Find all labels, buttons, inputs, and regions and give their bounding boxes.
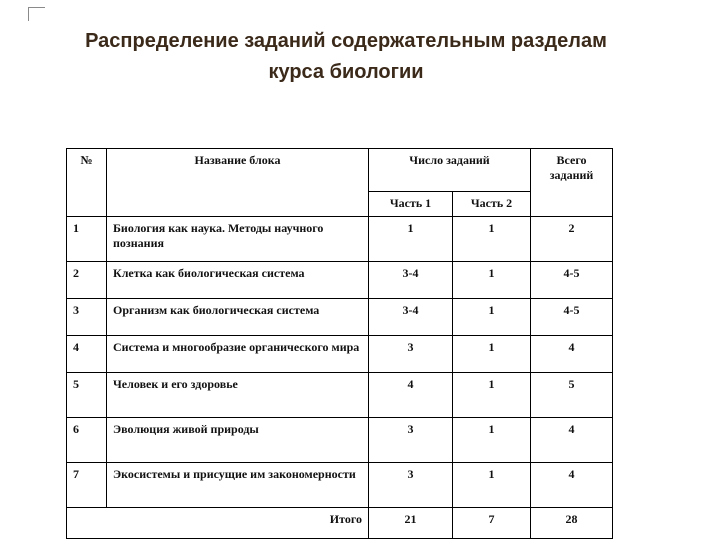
row-total: 4-5: [531, 262, 613, 299]
footer-total: 28: [531, 508, 613, 539]
footer-label: Итого: [67, 508, 369, 539]
row-num: 6: [67, 418, 107, 463]
footer-part2: 7: [453, 508, 531, 539]
row-part1: 4: [369, 373, 453, 418]
row-part1: 3: [369, 418, 453, 463]
row-part2: 1: [453, 262, 531, 299]
row-total: 4-5: [531, 299, 613, 336]
row-total: 4: [531, 418, 613, 463]
row-name: Человек и его здоровье: [107, 373, 369, 418]
table-row: [67, 373, 613, 418]
row-name: Эволюция живой природы: [107, 418, 369, 463]
row-name: Экосистемы и присущие им закономерности: [107, 463, 369, 508]
footer-part1: 21: [369, 508, 453, 539]
row-total: 2: [531, 217, 613, 262]
row-part1: 1: [369, 217, 453, 262]
table-header-row: [67, 149, 613, 192]
row-name: Система и многообразие органического мира: [107, 336, 369, 373]
table-row: [67, 336, 613, 373]
table-row: [67, 299, 613, 336]
row-num: 2: [67, 262, 107, 299]
row-name: Биология как наука. Методы научного познания: [107, 217, 369, 262]
header-part2: Часть 2: [453, 192, 531, 217]
row-total: 5: [531, 373, 613, 418]
table-row: [67, 262, 613, 299]
row-part2: 1: [453, 418, 531, 463]
row-num: 3: [67, 299, 107, 336]
page-title-line1: Распределение заданий содержательным разделам: [85, 30, 607, 52]
row-num: 1: [67, 217, 107, 262]
row-part2: 1: [453, 299, 531, 336]
table-body: [67, 217, 613, 539]
row-num: 4: [67, 336, 107, 373]
row-num: 5: [67, 373, 107, 418]
row-part1: 3: [369, 336, 453, 373]
row-part2: 1: [453, 217, 531, 262]
row-part1: 3-4: [369, 262, 453, 299]
row-total: 4: [531, 336, 613, 373]
header-num: №: [67, 149, 107, 217]
table-footer-row: [67, 508, 613, 539]
table-row: [67, 418, 613, 463]
row-name: Организм как биологическая система: [107, 299, 369, 336]
slide-corner-mark: [28, 7, 45, 21]
row-name: Клетка как биологическая система: [107, 262, 369, 299]
row-part1: 3-4: [369, 299, 453, 336]
row-part2: 1: [453, 463, 531, 508]
header-total: Всего заданий: [531, 149, 613, 217]
header-part1: Часть 1: [369, 192, 453, 217]
header-block-name: Название блока: [107, 149, 369, 217]
row-part1: 3: [369, 463, 453, 508]
page-title: [50, 26, 642, 88]
row-num: 7: [67, 463, 107, 508]
row-total: 4: [531, 463, 613, 508]
distribution-table: [66, 148, 613, 539]
row-part2: 1: [453, 373, 531, 418]
header-task-count: Число заданий: [369, 149, 531, 192]
page-title-line2: курса биологии: [268, 61, 424, 83]
table-row: [67, 217, 613, 262]
table-row: [67, 463, 613, 508]
row-part2: 1: [453, 336, 531, 373]
